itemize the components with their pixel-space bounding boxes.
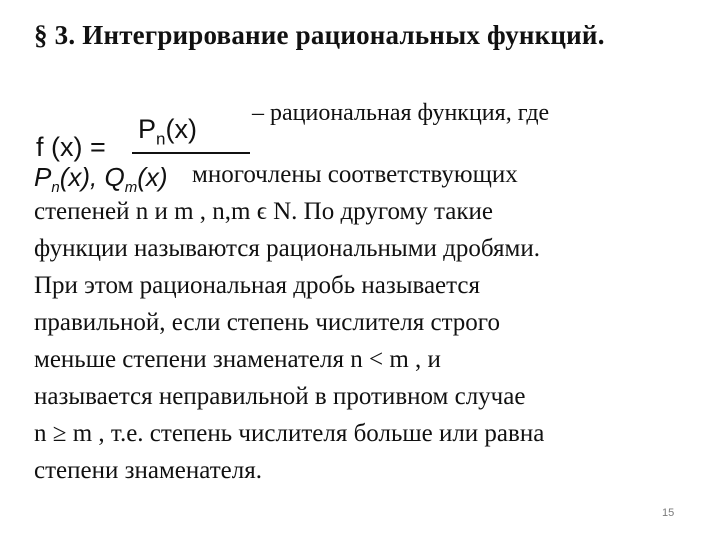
- page-number: 15: [662, 507, 675, 519]
- numerator-argument: (x): [165, 114, 197, 144]
- text-line-7: называется неправильной в противном случае: [34, 383, 526, 410]
- formula-numerator: [138, 114, 197, 149]
- intro-text: – рациональная функция, где: [252, 100, 550, 126]
- slide-title: § 3. Интегрирование рациональных функций.: [34, 20, 605, 50]
- q-argument: (x): [137, 162, 168, 192]
- text-line-3: функции называются рациональными дробями.: [34, 235, 540, 262]
- p-subscript: n: [51, 179, 60, 197]
- formula-lhs: f (x) =: [36, 132, 106, 162]
- p-symbol: P: [34, 162, 52, 192]
- text-line-4: При этом рациональная дробь называется: [34, 272, 480, 299]
- fraction-bar: [132, 152, 250, 154]
- text-line-5: правильной, если степень числителя строго: [34, 309, 500, 336]
- text-line-8: n ≥ m , т.е. степень числителя больше или равна: [34, 420, 545, 447]
- polynomials-expression: [34, 162, 168, 196]
- text-line-1: многочлены соответствующих: [192, 161, 518, 188]
- text-line-6: меньше степени знаменателя n < m , и: [34, 346, 441, 373]
- text-line-9: степени знаменателя.: [34, 457, 262, 484]
- q-subscript: m: [124, 179, 138, 197]
- numerator-subscript: n: [156, 129, 166, 149]
- text-line-2: степеней n и m , n,m ϵ N. По другому такие: [34, 198, 494, 225]
- pq-middle: (x), Q: [59, 162, 125, 192]
- numerator-symbol: P: [138, 114, 157, 144]
